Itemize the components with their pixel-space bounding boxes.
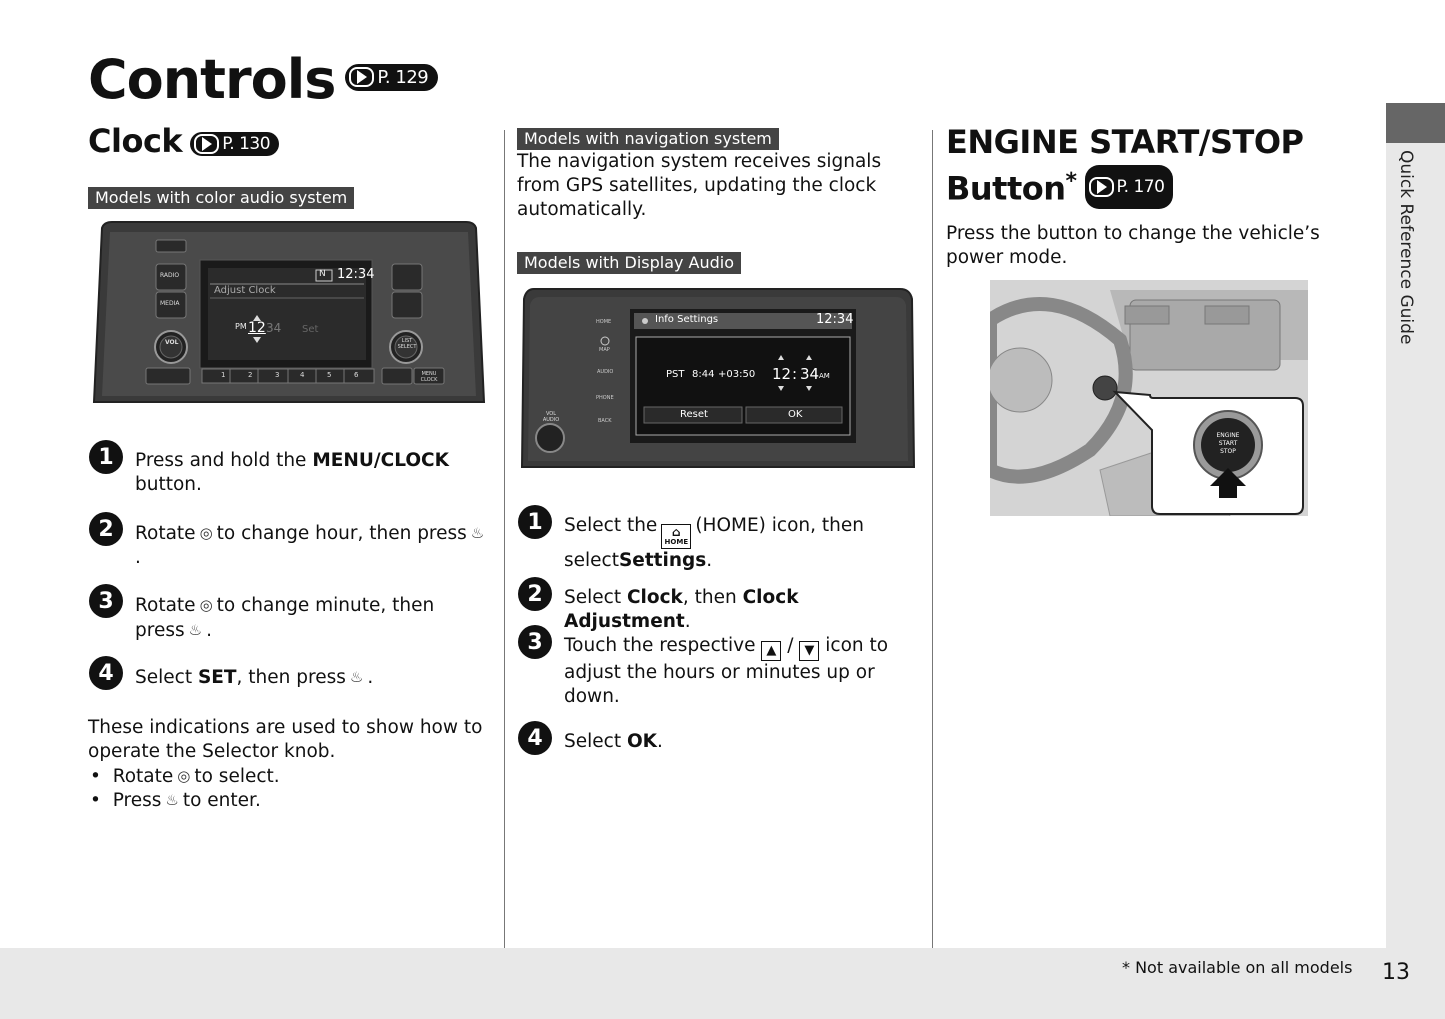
- step-text: Rotate: [135, 523, 196, 544]
- step-text: .: [206, 620, 212, 641]
- step-text: .: [706, 550, 713, 571]
- preset-3: 3: [275, 371, 280, 379]
- step-text: button.: [135, 474, 202, 495]
- up-arrow-icon: ▲: [761, 641, 781, 661]
- bullet-press: [90, 788, 490, 813]
- step-bold-text: Clock Adjustment: [564, 587, 799, 632]
- set-option: Set: [302, 324, 319, 335]
- step-text: , then: [682, 587, 743, 608]
- step-text: Select: [564, 587, 627, 608]
- clock-heading: [88, 122, 279, 160]
- rotate-knob-icon: ◎: [199, 596, 213, 614]
- band-indicator: N: [319, 269, 326, 279]
- vol-knob-label: VOL: [165, 339, 179, 346]
- ref-arrow-icon: [349, 67, 374, 87]
- engine-heading-line2: [946, 162, 1366, 213]
- asterisk-marker: *: [1065, 169, 1077, 194]
- step-bold-text: MENU/CLOCK: [312, 450, 449, 471]
- engine-ref-text: P. 170: [1116, 176, 1165, 197]
- engine-heading-line1: ENGINE START/STOP: [946, 123, 1304, 161]
- radio-button-label: RADIO: [160, 272, 180, 279]
- footnote: * Not available on all models: [1122, 958, 1353, 977]
- engine-label-line: ENGINE: [1216, 432, 1240, 439]
- step-text: (HOME) icon, then select: [564, 515, 864, 571]
- audio-unit-illustration: [92, 220, 486, 406]
- nav-step-3: [564, 634, 914, 709]
- engine-heading-text: Button: [946, 169, 1066, 208]
- step-number-1: 1: [89, 440, 123, 474]
- bullet-dot: •: [90, 766, 113, 787]
- step-number-3: 3: [89, 584, 123, 618]
- display-minute: 34: [800, 365, 820, 383]
- clock-heading-text: Clock: [88, 122, 183, 160]
- step-text: .: [684, 611, 691, 632]
- ref-arrow-icon: [1089, 177, 1114, 197]
- bullet-text: to enter.: [182, 790, 261, 811]
- display-reset-button: Reset: [680, 409, 708, 420]
- page-title-text: Controls: [88, 48, 336, 111]
- preset-6: 6: [354, 371, 359, 379]
- step-bold-text: SET: [197, 667, 237, 688]
- media-button-label: MEDIA: [160, 300, 180, 307]
- display-hour: 12: [772, 365, 792, 383]
- tag-navigation: Models with navigation system: [517, 128, 779, 150]
- home-glyph: ⌂: [672, 525, 681, 539]
- preset-4: 4: [300, 371, 305, 379]
- engine-button-label: [1212, 432, 1244, 456]
- display-ok-button: OK: [788, 409, 803, 420]
- step-text: Select: [135, 667, 198, 688]
- page-ref-link[interactable]: [345, 64, 438, 91]
- display-clock-time: 12:34: [816, 312, 854, 327]
- step-number-2: 2: [89, 512, 123, 546]
- step-text: icon to adjust the hours or minutes up or down.: [564, 635, 889, 707]
- column-divider: [504, 130, 505, 950]
- down-arrow-icon: ▼: [799, 641, 819, 661]
- nav-description: The navigation system receives signals from GPS satellites, updating the clock automatically.: [517, 151, 882, 220]
- clock-ref-text: P. 130: [222, 134, 271, 154]
- step-number-4: 4: [518, 721, 552, 755]
- nav-step-1: [564, 514, 924, 573]
- step-text: .: [135, 547, 141, 568]
- nav-step-2: [564, 586, 924, 634]
- press-knob-icon: ♨: [470, 524, 485, 542]
- adjust-clock-title: Adjust Clock: [214, 285, 276, 296]
- engine-heading: [946, 122, 1366, 213]
- time-colon: :: [792, 365, 798, 383]
- rotate-knob-icon: ◎: [199, 524, 213, 542]
- preset-2: 2: [248, 371, 253, 379]
- home-icon-label: HOME: [664, 538, 689, 546]
- ref-arrow-icon: [194, 134, 219, 154]
- side-label: Quick Reference Guide: [1396, 150, 1416, 345]
- display-ampm: AM: [819, 372, 830, 380]
- step-text: , then press: [236, 667, 346, 688]
- minute-value: 34: [266, 321, 282, 335]
- menu-clock-button-label: MENU CLOCK: [420, 371, 438, 383]
- step-bold-text: OK: [626, 731, 658, 752]
- column-divider: [932, 130, 933, 950]
- bullet-text: Press: [112, 790, 162, 811]
- engine-ref-link[interactable]: [1085, 165, 1174, 209]
- preset-5: 5: [327, 371, 332, 379]
- engine-label-line: STOP: [1220, 448, 1236, 455]
- step-text: Press and hold the: [135, 450, 313, 471]
- step-text: .: [657, 731, 663, 752]
- indications-text: These indications are used to show how to operate the Selector knob.: [88, 717, 483, 762]
- clock-step-4: [135, 665, 480, 690]
- audio-side-label: AUDIO: [597, 369, 614, 375]
- step-text: /: [787, 635, 794, 656]
- phone-side-label: PHONE: [596, 395, 614, 401]
- timezone-time: 8:44: [692, 369, 715, 380]
- clock-step-2: [135, 521, 490, 570]
- step-text: Touch the respective: [564, 635, 756, 656]
- map-side-label: MAP: [599, 347, 610, 353]
- press-knob-icon: ♨: [165, 791, 179, 809]
- page-number: 13: [1382, 960, 1410, 985]
- press-knob-icon: ♨: [188, 621, 203, 639]
- tag-color-audio: Models with color audio system: [88, 187, 354, 209]
- timezone-label: PST: [666, 369, 685, 380]
- rotate-knob-icon: ◎: [177, 767, 191, 785]
- preset-1: 1: [221, 371, 226, 379]
- step-text: to change hour, then press: [216, 523, 467, 544]
- display-audio-illustration: [520, 285, 916, 469]
- clock-step-3: [135, 593, 480, 643]
- bullet-dot: •: [90, 790, 113, 811]
- info-settings-title: Info Settings: [655, 314, 719, 325]
- engine-label-line: START: [1218, 440, 1238, 447]
- nav-step-4: [564, 730, 914, 754]
- clock-ref-link[interactable]: [190, 132, 279, 156]
- side-tab-marker: [1386, 103, 1445, 143]
- hour-value: 12: [248, 320, 266, 336]
- timezone-offset: +03:50: [718, 369, 756, 380]
- step-number-4: 4: [89, 656, 123, 690]
- vol-audio-label: VOL AUDIO: [542, 411, 560, 423]
- step-text: .: [367, 667, 374, 688]
- dashboard-illustration: [990, 280, 1308, 516]
- step-bold-text: Clock: [626, 587, 683, 608]
- step-text: to change minute, then press: [135, 595, 435, 641]
- home-side-label: HOME: [596, 319, 612, 325]
- page-ref-text: P. 129: [377, 66, 429, 88]
- bullet-rotate: [90, 764, 490, 789]
- step-number-1: 1: [518, 505, 552, 539]
- tag-display-audio: Models with Display Audio: [517, 252, 741, 274]
- engine-description: Press the button to change the vehicle’s power mode.: [946, 223, 1320, 268]
- clock-step-1: [135, 449, 480, 497]
- step-text: Rotate: [135, 595, 196, 616]
- audio-clock-time: 12:34: [337, 267, 375, 282]
- step-text: Select the: [564, 515, 658, 536]
- list-select-knob-label: LIST SELECT: [397, 338, 417, 350]
- step-text: Select: [564, 731, 627, 752]
- back-side-label: BACK: [598, 418, 612, 424]
- bullet-text: Rotate: [112, 766, 174, 787]
- ampm-indicator: PM: [235, 322, 247, 331]
- step-bold-text: Settings: [618, 550, 707, 571]
- home-icon: [661, 524, 691, 549]
- step-number-3: 3: [518, 625, 552, 659]
- step-number-2: 2: [518, 577, 552, 611]
- press-knob-icon: ♨: [349, 668, 364, 686]
- page-title: [88, 48, 438, 111]
- bullet-text: to select.: [194, 766, 280, 787]
